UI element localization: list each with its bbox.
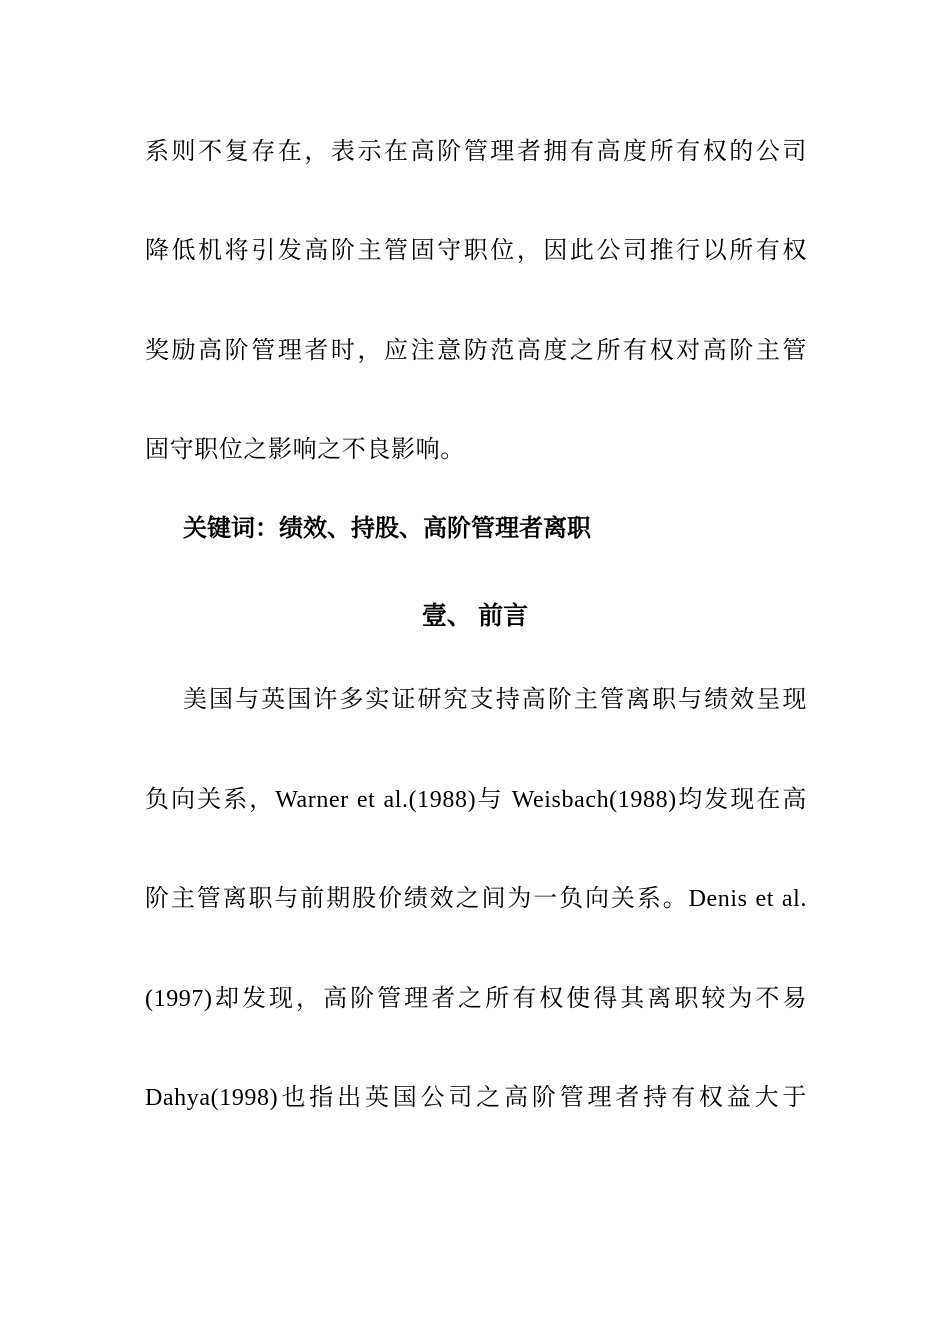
keywords: 关键词：绩效、持股、高阶管理者离职 — [183, 516, 591, 542]
abstract-line-3: 奖励高阶管理者时，应注意防范高度之所有权对高阶主管 — [145, 338, 807, 364]
abstract-line-2: 降低机将引发高阶主管固守职位，因此公司推行以所有权 — [145, 238, 807, 264]
abstract-line-4: 固守职位之影响之不良影响。 — [145, 437, 465, 463]
body-line-2: 负向关系，Warner et al.(1988)与 Weisbach(1988)均发现在高 — [145, 787, 807, 813]
body-line-5: Dahya(1998)也指出英国公司之高阶管理者持有权益大于 — [145, 1085, 807, 1111]
body-line-4: (1997)却发现，高阶管理者之所有权使得其离职较为不易 — [145, 986, 807, 1012]
body-line-3: 阶主管离职与前期股价绩效之间为一负向关系。Denis et al. — [145, 886, 807, 912]
section-heading: 壹、 前言 — [421, 603, 529, 630]
body-line-1: 美国与英国许多实证研究支持高阶主管离职与绩效呈现 — [183, 687, 807, 713]
abstract-line-1: 系则不复存在，表示在高阶管理者拥有高度所有权的公司 — [145, 139, 807, 165]
